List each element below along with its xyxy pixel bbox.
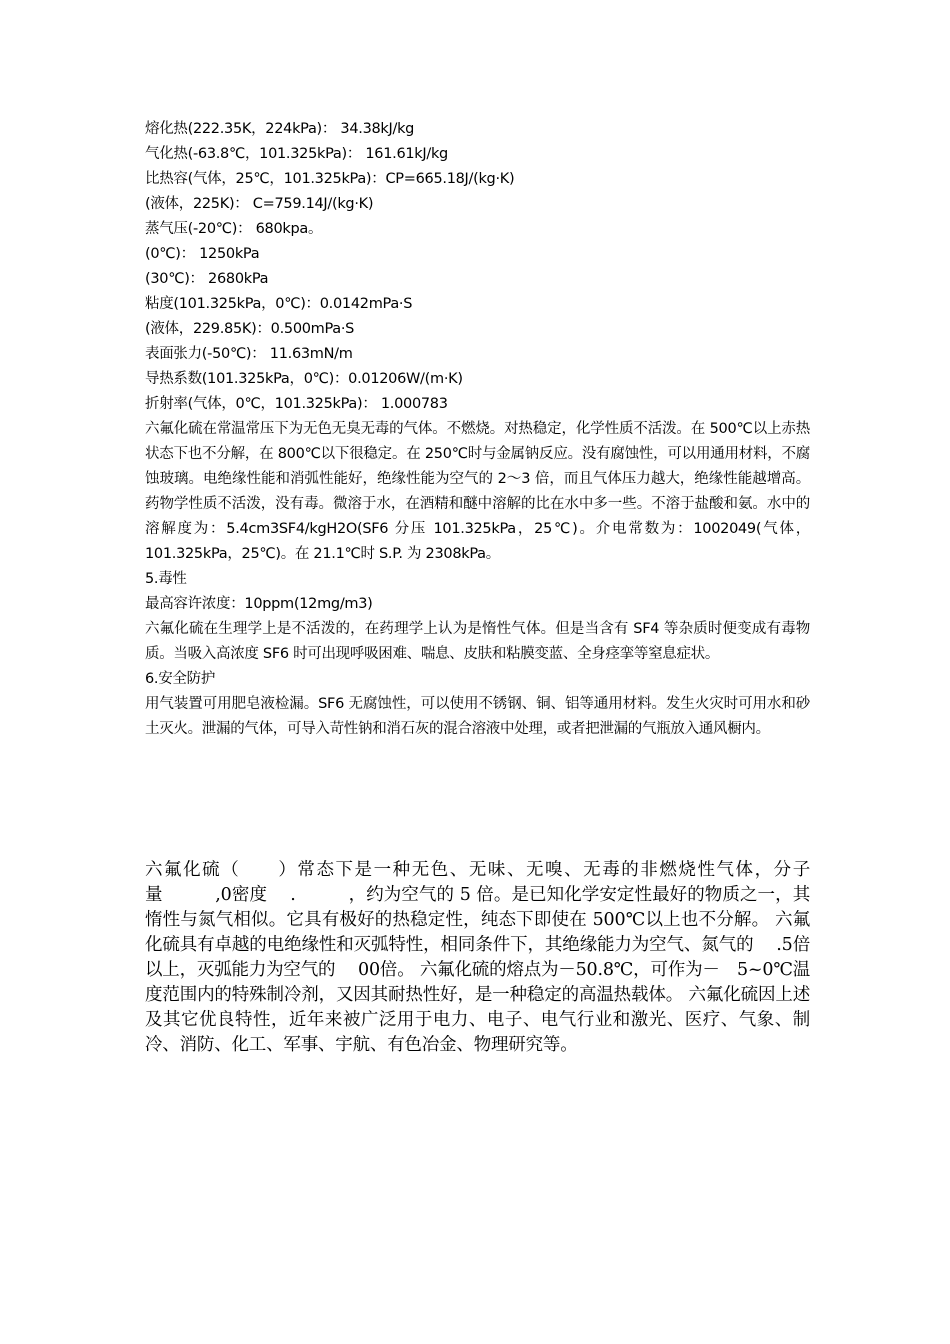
property-vapor-pressure-minus20: 蒸气压(-20℃)： 680kpa。 bbox=[145, 221, 323, 237]
property-heat-of-fusion: 熔化热(222.35K，224kPa)： 34.38kJ/kg bbox=[145, 121, 415, 137]
property-viscosity-liquid: (液体，229.85K)：0.500mPa·S bbox=[145, 321, 355, 337]
property-vapor-pressure-0: (0℃)： 1250kPa bbox=[145, 246, 260, 262]
property-refractive-index: 折射率(气体，0℃，101.325kPa)： 1.000783 bbox=[145, 396, 448, 412]
property-viscosity-gas: 粘度(101.325kPa，0℃)：0.0142mPa·S bbox=[145, 296, 413, 312]
safety-heading: 6.安全防护 bbox=[145, 671, 216, 687]
toxicity-paragraph: 六氟化硫在生理学上是不活泼的，在药理学上认为是惰性气体。但是当含有 SF4 等杂质时便变成有毒物质。当吸入高浓度 SF6 时可出现呼吸困难、喘息、皮肤和粘膜变蓝、全身痉挛等窒息症状。 bbox=[145, 621, 810, 662]
property-vapor-pressure-30: (30℃)： 2680kPa bbox=[145, 271, 269, 287]
properties-section bbox=[145, 117, 810, 742]
property-surface-tension: 表面张力(-50℃)： 11.63mN/m bbox=[145, 346, 353, 362]
summary-section bbox=[145, 858, 810, 1058]
summary-paragraph: 六氟化硫（ ）常态下是一种无色、无味、无嗅、无毒的非燃烧性气体，分子量 ,0密度 . ，约为空气的 5 倍。是已知化学安定性最好的物质之一，其惰性与氮气相似。它具有极好的热稳定性，纯态下即使在 500℃以上也不分解。 六氟化硫具有卓越的电绝缘性和灭弧特性，相同条件下，其绝缘能力为空气、氮气的 .5倍以上，灭弧能力为空气的 00倍。 六氟化硫的熔点为－50.8℃，可作为－ 5~0℃温度范围内的特殊制冷剂，又因其耐热性好，是一种稳定的高温热载体。 六氟化硫因上述及其它优良特性，近年来被广泛用于电力、电子、电气行业和激光、医疗、气象、制冷、消防、化工、军事、宇航、有色冶金、物理研究等。 bbox=[145, 860, 810, 1055]
toxicity-heading: 5.毒性 bbox=[145, 571, 187, 587]
property-heat-of-vaporization: 气化热(-63.8℃，101.325kPa)： 161.61kJ/kg bbox=[145, 146, 448, 162]
property-specific-heat-gas: 比热容(气体，25℃，101.325kPa)：CP=665.18J/(kg·K) bbox=[145, 171, 515, 187]
description-paragraph: 六氟化硫在常温常压下为无色无臭无毒的气体。不燃烧。对热稳定，化学性质不活泼。在 500℃以上赤热状态下也不分解，在 800℃以下很稳定。在 250℃时与金属钠反应。没有腐蚀性，可以用通用材料，不腐蚀玻璃。电绝缘性能和消弧性能好，绝缘性能为空气的 2～3 倍，而且气体压力越大，绝缘性能越增高。药物学性质不活泼，没有毒。微溶于水，在酒精和醚中溶解的比在水中多一些。不溶于盐酸和氨。水中的溶解度为：5.4cm3SF4/kgH2O(SF6 分压 101.325kPa，25℃)。介电常数为：1002049(气体，101.325kPa，25℃)。在 21.1℃时 S.P. 为 2308kPa。 bbox=[145, 421, 810, 562]
toxicity-max-concentration: 最高容许浓度：10ppm(12mg/m3) bbox=[145, 596, 373, 612]
property-specific-heat-liquid: (液体，225K)： C=759.14J/(kg·K) bbox=[145, 196, 374, 212]
property-thermal-conductivity: 导热系数(101.325kPa，0℃)：0.01206W/(m·K) bbox=[145, 371, 463, 387]
safety-paragraph: 用气装置可用肥皂液检漏。SF6 无腐蚀性，可以使用不锈钢、铜、铝等通用材料。发生火灾时可用水和砂土灭火。泄漏的气体，可导入苛性钠和消石灰的混合溶液中处理，或者把泄漏的气瓶放入通风橱内。 bbox=[145, 696, 810, 737]
